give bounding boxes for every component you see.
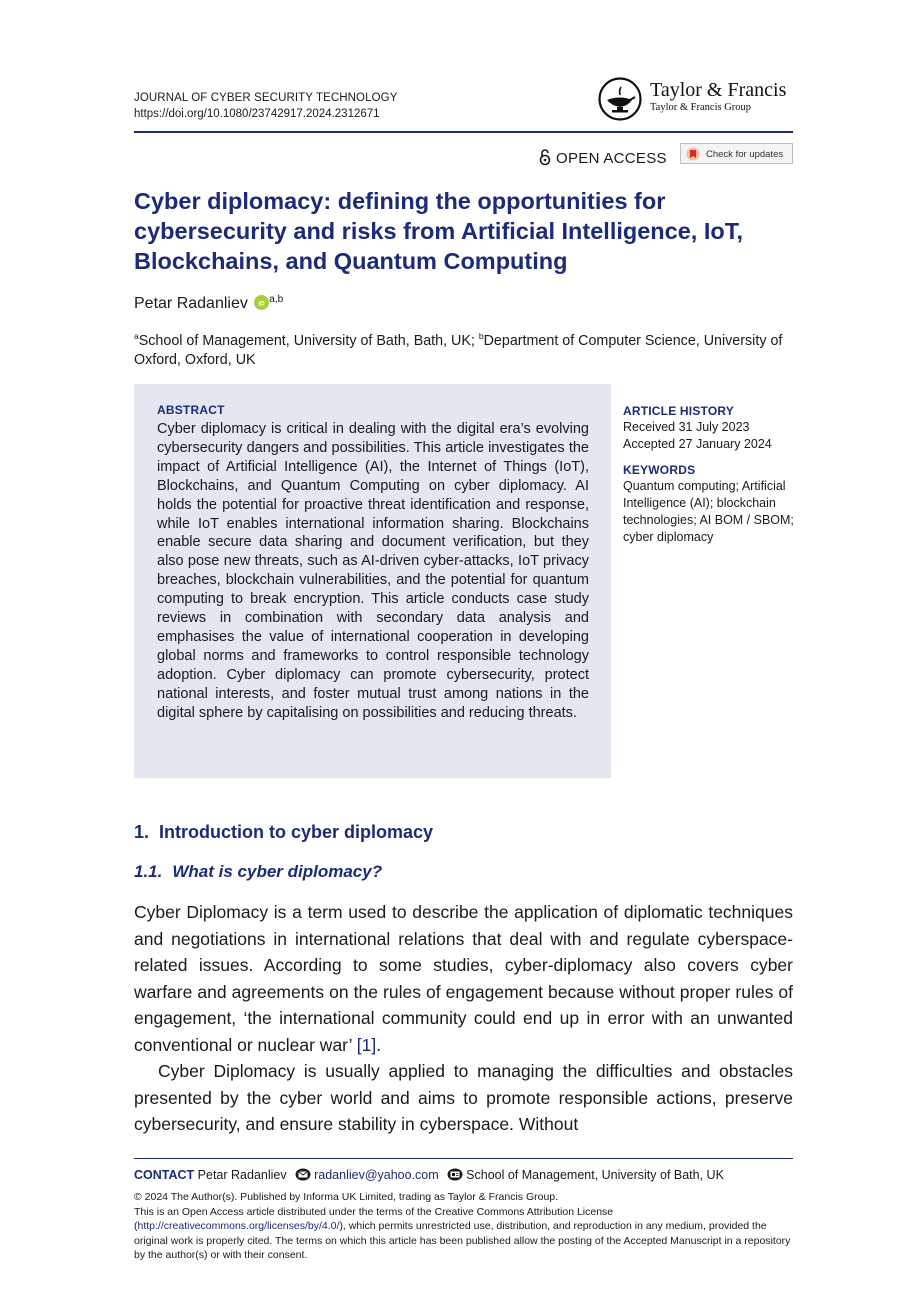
article-sidebar: [623, 403, 798, 546]
keywords-heading: KEYWORDS: [623, 463, 696, 477]
author-name[interactable]: Petar Radanliev: [134, 295, 248, 312]
accepted-date: Accepted 27 January 2024: [623, 437, 772, 451]
abstract-box: [134, 384, 611, 778]
publisher-name: Taylor & Francis: [650, 79, 787, 101]
affiliation-a: School of Management, University of Bath, Bath, UK;: [138, 332, 479, 349]
contact-address: School of Management, University of Bath, UK: [466, 1168, 724, 1182]
contact-line: [134, 1167, 724, 1184]
body-text: [134, 899, 793, 1138]
article-title: Cyber diplomacy: defining the opportunities for cybersecurity and risks from Artificial Intelligence, IoT, Blockchains, and Quantum Computing: [134, 188, 744, 274]
subsection-heading: [134, 861, 382, 883]
copyright-line: © 2024 The Author(s). Published by Informa UK Limited, trading as Taylor & Francis Group.: [134, 1191, 559, 1203]
open-lock-icon: [538, 148, 552, 166]
keywords-list: Quantum computing; Artificial Intelligence (AI); blockchain technologies; AI BOM / SBOM; cyber diplomacy: [623, 479, 794, 544]
paragraph-1-end: .: [376, 1034, 382, 1055]
doi-link[interactable]: https://doi.org/10.1080/23742917.2024.2312671: [134, 108, 380, 120]
license-post: ), which permits unrestricted use, distribution, and reproduction in any medium, provided the original work is properly cited. The terms on which this article has been published allow the posting of the Accepted Manuscript in a repository by the author(s) or with their consent.: [134, 1220, 791, 1261]
article-page: [134, 0, 793, 1316]
address-icon: [447, 1168, 463, 1181]
svg-text:iD: iD: [258, 300, 266, 308]
author-line: [134, 290, 283, 314]
check-updates-button[interactable]: [680, 143, 793, 164]
paragraph-1-text: Cyber Diplomacy is a term used to describe the application of diplomatic techniques and negotiations in international relations that deal with and regulate cyberspace-related issues. According to some studies, cyber-diplomacy also covers cyber warfare and agreements on the rules of engagement because without proper rules of engagement, ‘the international community could end up in error with an unwanted conventional or nuclear war’: [134, 902, 793, 1055]
received-date: Received 31 July 2023: [623, 420, 750, 434]
article-history-heading: ARTICLE HISTORY: [623, 404, 735, 418]
license-link[interactable]: http://creativecommons.org/licenses/by/4.0/: [137, 1220, 340, 1232]
subsection-number: 1.1.: [134, 862, 163, 881]
license-pre: This is an Open Access article distributed under the terms of the Creative Commons Attribution License (: [134, 1205, 614, 1232]
paragraph-2: Cyber Diplomacy is usually applied to managing the difficulties and obstacles presented by the cyber world and aims to promote responsible actions, preserve cybersecurity, and ensure stability in cyberspace. Without: [134, 1061, 793, 1134]
open-access-label: [538, 148, 667, 169]
check-updates-icon: [686, 147, 700, 161]
orcid-icon[interactable]: [254, 295, 269, 310]
affiliation-b-mark: b: [478, 331, 484, 341]
subsection-title: What is cyber diplomacy?: [172, 862, 383, 881]
publisher-group: Taylor & Francis Group: [650, 102, 752, 113]
contact-label: CONTACT: [134, 1168, 195, 1182]
section-number: 1.: [134, 822, 150, 842]
affiliation-b: Department of Computer Science, University of Oxford, Oxford, UK: [134, 332, 783, 368]
license-notice: [134, 1190, 793, 1263]
header-rule: [134, 131, 793, 133]
journal-name: JOURNAL OF CYBER SECURITY TECHNOLOGY: [134, 92, 398, 104]
section-title: Introduction to cyber diplomacy: [159, 822, 434, 842]
check-updates-label: Check for updates: [706, 149, 784, 160]
contact-email[interactable]: radanliev@yahoo.com: [314, 1168, 439, 1182]
paragraph-1: [134, 899, 793, 1058]
author-affiliation-marks: a,b: [269, 294, 284, 305]
affiliation-a-mark: a: [134, 331, 139, 341]
citation-link[interactable]: [1]: [356, 1034, 377, 1055]
contact-name: Petar Radanliev: [197, 1168, 287, 1182]
footer-rule: [134, 1158, 793, 1159]
abstract-heading: ABSTRACT: [157, 403, 225, 417]
affiliations: [134, 327, 793, 370]
abstract-text: Cyber diplomacy is critical in dealing with the digital era’s evolving cybersecurity dangers and possibilities. This article investigates the impact of Artificial Intelligence (AI), the Internet of Things (IoT), Blockchains, and Quantum Computing on cyber diplomacy. AI holds the potential for proactive threat identification and response, while IoT enables international information sharing. Blockchains enable secure data sharing and document verification, but they also pose new threats, such as AI-driven cyber-attacks, IoT privacy breaches, blockchain vulnerabilities, and the potential for quantum computing to break encryption. This article conducts case study reviews in combination with secondary data analysis and emphasises the value of international cooperation in developing global norms and frameworks to control responsible technology adoption. Cyber diplomacy can promote cybersecurity, protect national interests, and foster mutual trust among nations in the digital sphere by capitalising on possibilities and reducing threats.: [157, 421, 589, 721]
license-text: [134, 1205, 793, 1263]
section-heading: [134, 820, 433, 844]
open-access-text: OPEN ACCESS: [556, 150, 667, 167]
email-icon: [295, 1168, 311, 1181]
publisher-lamp-icon: [598, 77, 642, 121]
publisher-logo[interactable]: [598, 77, 793, 123]
